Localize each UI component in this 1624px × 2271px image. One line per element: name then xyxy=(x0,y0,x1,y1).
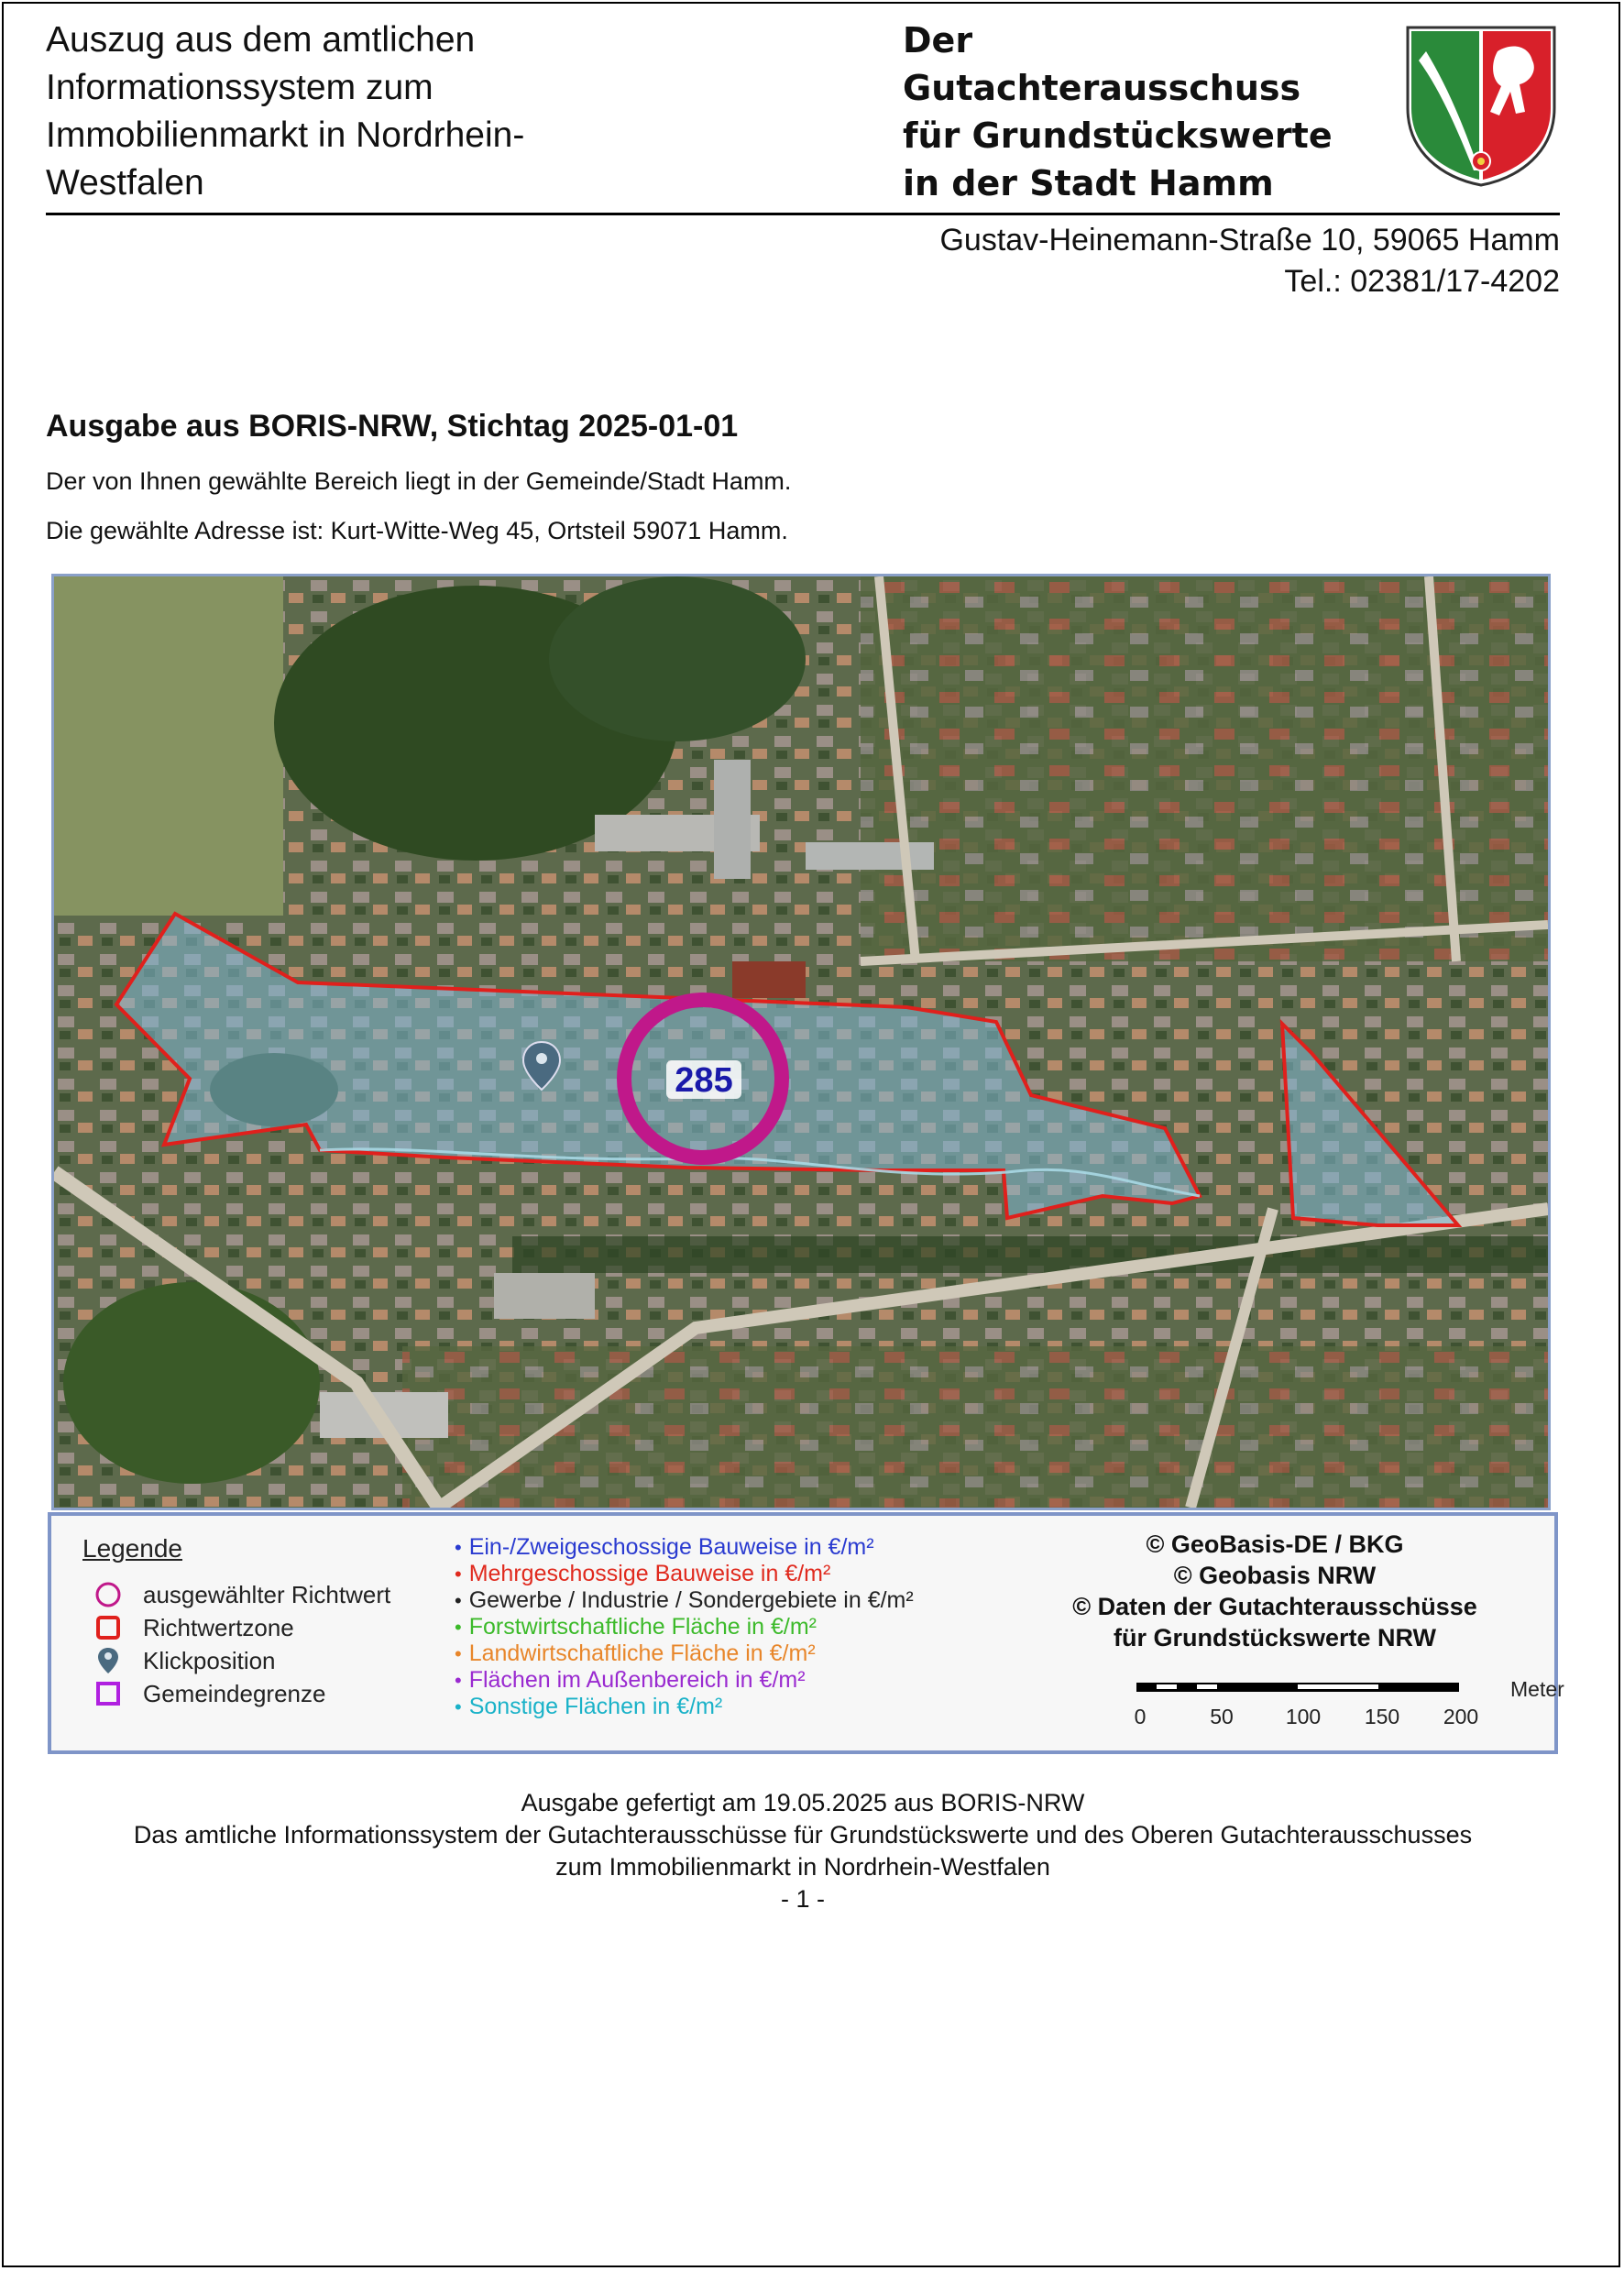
square-icon xyxy=(92,1613,125,1642)
legend-category: • Forstwirtschaftliche Fläche in €/m² xyxy=(455,1614,817,1640)
legend-category: • Landwirtschaftliche Fläche in €/m² xyxy=(455,1640,816,1666)
legend-item-selected xyxy=(92,1580,390,1609)
map-pin-icon xyxy=(92,1646,125,1675)
scale-tick: 50 xyxy=(1210,1705,1234,1728)
header-left-line: Westfalen xyxy=(46,163,204,203)
legend-category-label: Sonstige Flächen in €/m² xyxy=(468,1694,723,1719)
legend-category-label: Flächen im Außenbereich in €/m² xyxy=(468,1667,806,1693)
scale-unit: Meter xyxy=(1510,1677,1564,1701)
header-authority-line: in der Stadt Hamm xyxy=(903,163,1274,203)
legend-category-label: Ein-/Zweigeschossige Bauweise in €/m² xyxy=(468,1534,874,1560)
legend-item-zone xyxy=(92,1613,294,1642)
footer-system-cont: zum Immobilienmarkt in Nordrhein-Westfalen xyxy=(555,1853,1050,1881)
footer-system: Das amtliche Informationssystem der Gutachterausschüsse für Grundstückswerte und des Oberen Gutachterausschusses xyxy=(133,1821,1473,1849)
header-rule xyxy=(46,213,1560,215)
scale-tick: 200 xyxy=(1443,1705,1479,1728)
page-number: - 1 - xyxy=(780,1885,825,1913)
legend-category: • Mehrgeschossige Bauweise in €/m² xyxy=(455,1561,831,1586)
info-address: Die gewählte Adresse ist: Kurt-Witte-Weg 45, Ortsteil 59071 Hamm. xyxy=(46,517,788,544)
copyright-line: für Grundstückswerte NRW xyxy=(1113,1624,1437,1651)
header-authority-line: für Grundstückswerte xyxy=(903,115,1333,156)
legend-category-label: Landwirtschaftliche Fläche in €/m² xyxy=(468,1640,816,1666)
legend-category: • Ein-/Zweigeschossige Bauweise in €/m² xyxy=(455,1534,874,1560)
scale-tick: 0 xyxy=(1134,1705,1147,1728)
scale-bar xyxy=(1136,1672,1567,1736)
header-authority-line: Der Gutachterausschuss xyxy=(903,20,1301,108)
legend-item-label: Richtwertzone xyxy=(143,1613,294,1641)
header-authority xyxy=(903,16,1379,207)
nrw-coat-of-arms-icon xyxy=(1402,24,1560,189)
header-left-line: Informationssystem zum xyxy=(46,68,433,107)
header-left-line: Immobilienmarkt in Nordrhein- xyxy=(46,115,525,155)
phone: Tel.: 02381/17-4202 xyxy=(1284,264,1560,299)
legend-title: Legende xyxy=(82,1534,183,1563)
copyright-line: © GeoBasis-DE / BKG xyxy=(1146,1530,1404,1558)
address: Gustav-Heinemann-Straße 10, 59065 Hamm xyxy=(939,223,1560,258)
legend-item-label: Gemeindegrenze xyxy=(143,1679,326,1707)
legend-category: • Sonstige Flächen in €/m² xyxy=(455,1694,723,1719)
legend-item-label: ausgewählter Richtwert xyxy=(143,1580,391,1608)
footer-generated: Ausgabe gefertigt am 19.05.2025 aus BORIS-NRW xyxy=(521,1789,1085,1816)
section-title: Ausgabe aus BORIS-NRW, Stichtag 2025-01-01 xyxy=(46,409,739,444)
legend-category: • Flächen im Außenbereich in €/m² xyxy=(455,1667,806,1693)
copyright-line: © Geobasis NRW xyxy=(1173,1562,1377,1589)
header-left-line: Auszug aus dem amtlichen xyxy=(46,20,476,60)
scale-tick: 100 xyxy=(1285,1705,1322,1728)
legend-category-label: Gewerbe / Industrie / Sondergebiete in €/m² xyxy=(468,1587,914,1613)
square-icon xyxy=(92,1679,125,1708)
scale-bar-graphic xyxy=(1136,1679,1503,1697)
legend-item-click xyxy=(92,1646,276,1675)
contact-block xyxy=(779,220,1560,302)
legend-item-boundary xyxy=(92,1679,325,1708)
scale-tick: 150 xyxy=(1364,1705,1400,1728)
legend-category-label: Forstwirtschaftliche Fläche in €/m² xyxy=(468,1614,817,1640)
legend-category: • Gewerbe / Industrie / Sondergebiete in €/m² xyxy=(455,1587,914,1613)
info-municipality: Der von Ihnen gewählte Bereich liegt in der Gemeinde/Stadt Hamm. xyxy=(46,467,792,495)
circle-icon xyxy=(92,1580,125,1609)
map-legend xyxy=(48,1512,1564,1754)
copyright-line: © Daten der Gutachterausschüsse xyxy=(1072,1593,1477,1620)
richtwert-label: 285 xyxy=(675,1061,733,1100)
header-title-left xyxy=(46,16,614,207)
legend-item-label: Klickposition xyxy=(143,1646,276,1674)
aerial-map[interactable] xyxy=(51,574,1551,1510)
legend-category-label: Mehrgeschossige Bauweise in €/m² xyxy=(468,1561,831,1586)
map-canvas xyxy=(54,576,1548,1508)
